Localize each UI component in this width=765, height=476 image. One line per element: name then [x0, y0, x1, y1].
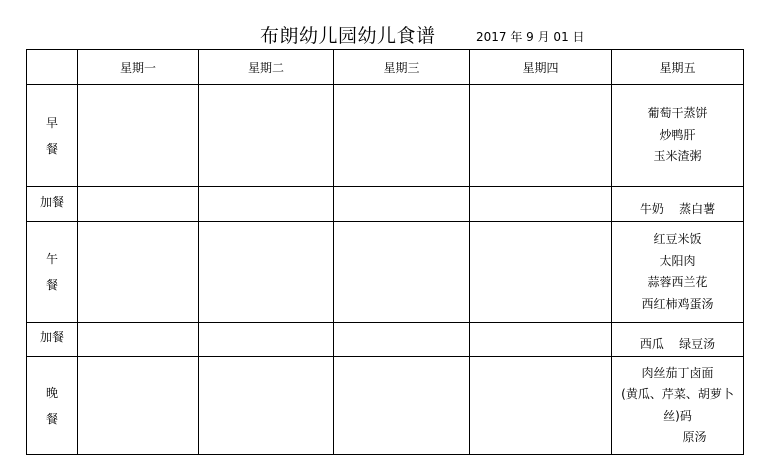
corner-cell — [27, 50, 78, 85]
menu-cell — [78, 187, 199, 222]
menu-cell — [78, 357, 199, 455]
meal-label-char: 午 — [45, 252, 58, 266]
snack-row-2 — [27, 323, 744, 357]
day-header-wed: 星期三 — [334, 50, 470, 85]
dish-item: 红豆米饭 — [653, 232, 702, 246]
dish-item: 原汤 — [682, 430, 707, 444]
menu-cell — [334, 85, 470, 187]
meal-label-snack-2 — [27, 323, 78, 357]
dish-item: (黄瓜、芹菜、胡萝卜 — [621, 387, 734, 401]
meal-label-lunch — [27, 222, 78, 323]
snack-items: 西瓜 绿豆汤 — [639, 337, 716, 351]
menu-cell — [470, 222, 612, 323]
menu-cell-fri-breakfast — [612, 85, 744, 187]
meal-label-char: 早 — [45, 115, 58, 130]
menu-cell — [470, 85, 612, 187]
menu-cell — [78, 323, 199, 357]
meal-label-char: 餐 — [45, 278, 58, 292]
menu-cell — [199, 85, 334, 187]
dish-item: 蒜蓉西兰花 — [647, 275, 708, 289]
header-row — [27, 50, 744, 85]
meal-label-breakfast — [27, 85, 78, 187]
dish-item: 太阳肉 — [659, 253, 696, 268]
menu-date: 2017 年 9 月 01 日 — [476, 30, 585, 44]
snack-row-1 — [27, 187, 744, 222]
dinner-row — [27, 357, 744, 455]
menu-cell-fri-lunch — [612, 222, 744, 323]
menu-cell — [470, 187, 612, 222]
day-header-fri: 星期五 — [612, 50, 744, 85]
menu-cell — [334, 357, 470, 455]
meal-label-char: 餐 — [45, 141, 58, 156]
menu-cell-fri-dinner — [612, 357, 744, 455]
day-header-thu: 星期四 — [470, 50, 612, 85]
meal-label-snack-1 — [27, 187, 78, 222]
snack-label: 加餐 — [40, 194, 65, 209]
menu-cell — [78, 85, 199, 187]
breakfast-row — [27, 85, 744, 187]
title-row — [0, 18, 765, 48]
dish-item: 玉米渣粥 — [653, 149, 702, 164]
meal-label-char: 餐 — [45, 411, 58, 426]
menu-cell — [334, 323, 470, 357]
menu-cell — [78, 222, 199, 323]
menu-cell — [199, 187, 334, 222]
meal-label-dinner — [27, 357, 78, 455]
meal-label-char: 晚 — [45, 385, 58, 400]
dish-item: 炒鸭肝 — [659, 127, 696, 142]
snack-items: 牛奶 蒸白薯 — [639, 201, 716, 216]
dish-item: 丝)码 — [663, 408, 692, 423]
menu-cell — [334, 222, 470, 323]
menu-cell — [470, 357, 612, 455]
menu-cell-fri-snack-1 — [612, 187, 744, 222]
weekly-menu-table — [26, 49, 744, 455]
menu-cell — [199, 323, 334, 357]
page-title: 布朗幼儿园幼儿食谱 — [260, 25, 436, 47]
snack-label: 加餐 — [40, 330, 65, 344]
lunch-row — [27, 222, 744, 323]
menu-cell — [199, 357, 334, 455]
menu-cell — [334, 187, 470, 222]
dish-item: 肉丝茄丁卤面 — [641, 365, 714, 380]
day-header-tue: 星期二 — [199, 50, 334, 85]
menu-cell — [199, 222, 334, 323]
dish-item: 西红柿鸡蛋汤 — [641, 296, 714, 311]
dish-item: 葡萄干蒸饼 — [647, 106, 708, 121]
menu-cell-fri-snack-2 — [612, 323, 744, 357]
day-header-mon: 星期一 — [78, 50, 199, 85]
menu-cell — [470, 323, 612, 357]
